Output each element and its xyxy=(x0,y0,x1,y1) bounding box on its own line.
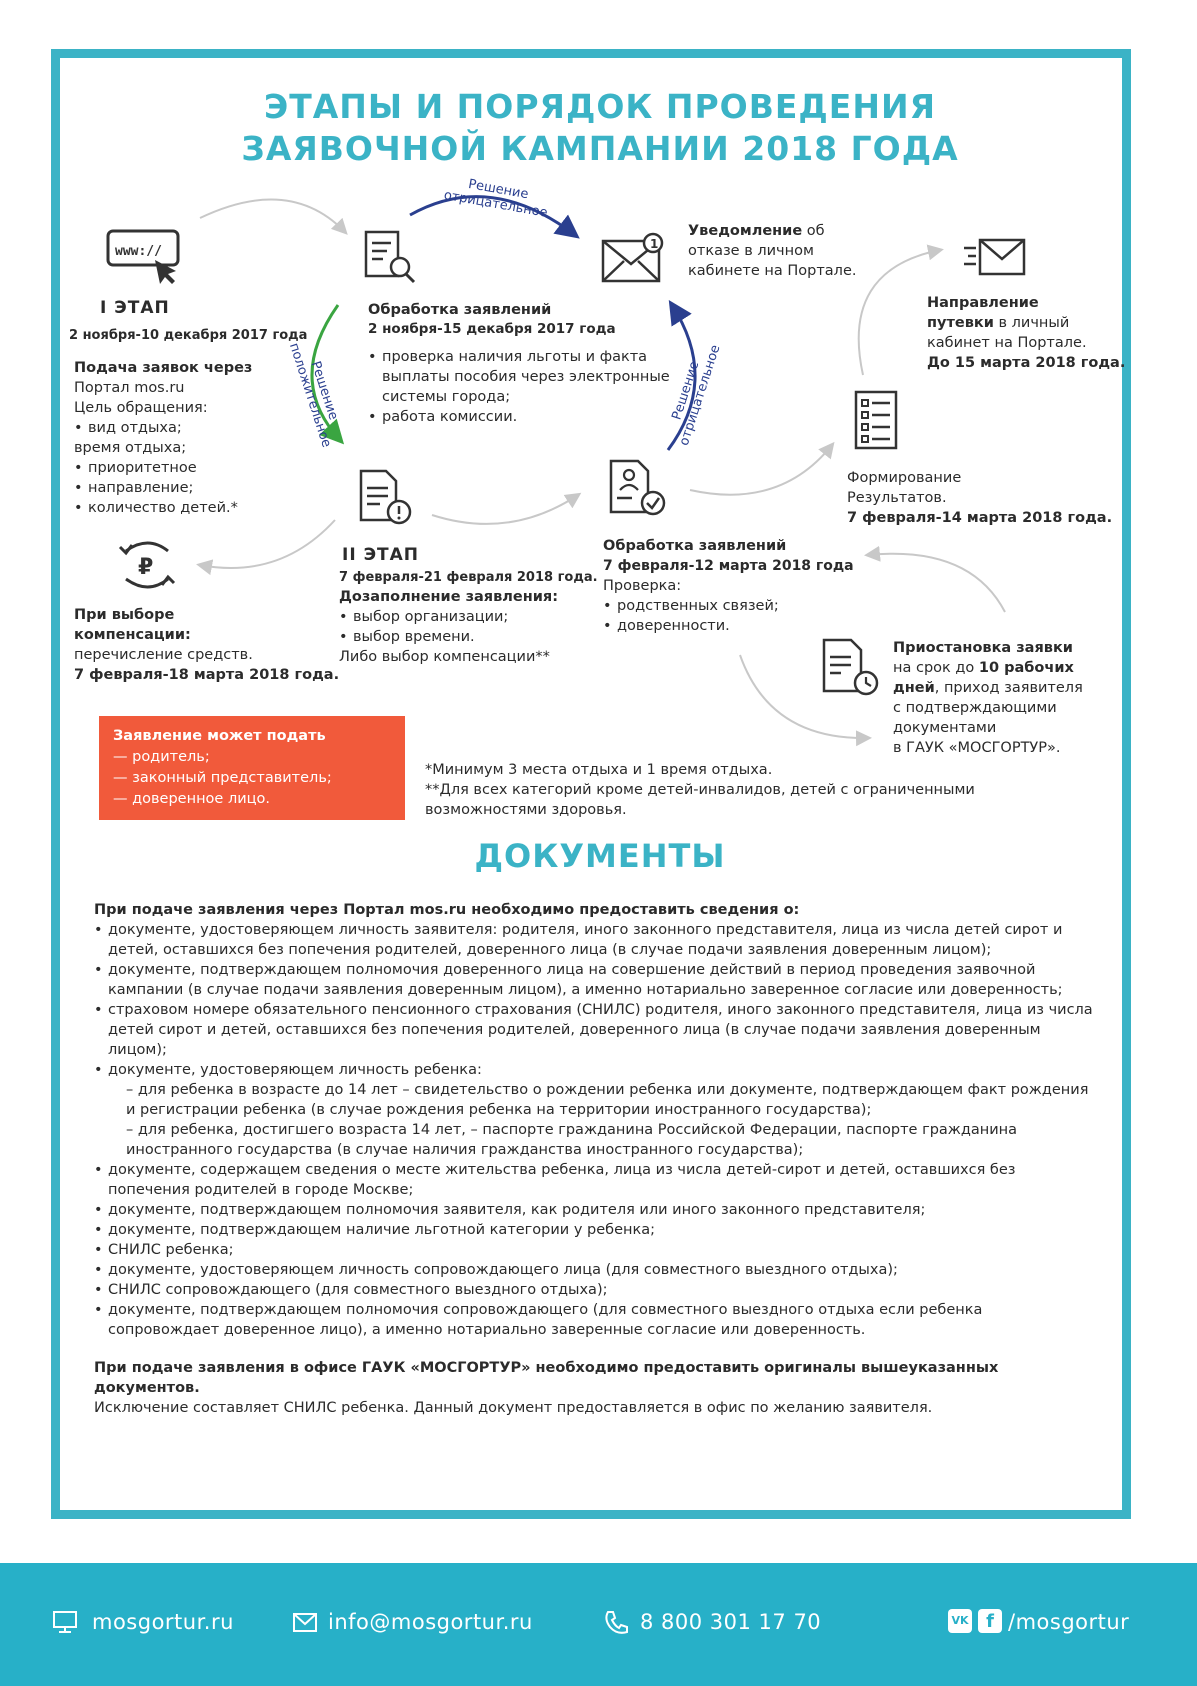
footnote: возможностями здоровья. xyxy=(425,802,627,818)
email-icon xyxy=(292,1609,318,1635)
applicant-item: — родитель; xyxy=(113,749,210,765)
facebook-icon[interactable]: f xyxy=(978,1609,1002,1633)
phone-icon xyxy=(602,1609,630,1637)
applicant-item: — доверенное лицо. xyxy=(113,791,271,807)
suspend-text: в ГАУК «МОСГОРТУР». xyxy=(893,740,1061,756)
mail-notification-icon xyxy=(600,231,666,287)
stage1-purpose: Цель обращения: xyxy=(74,400,208,416)
processing1-block xyxy=(368,300,678,427)
arrow-stage2-to-compensation xyxy=(200,520,335,568)
suspend-title: Приостановка заявки xyxy=(893,640,1073,656)
sub-item: – для ребенка, достигшего возраста 14 лет, – паспорте гражданина Российской Федерации, паспорте гражданина иностранного государства (в случае наличия гражданства иностранного государства); xyxy=(126,1122,1018,1158)
arrow-stage1-to-processing xyxy=(200,200,345,232)
list-item: • документе, подтверждающем наличие льготной категории у ребенка; xyxy=(94,1220,1094,1240)
sub-item: – для ребенка в возрасте до 14 лет – свидетельство о рождении ребенка или документе, подтверждающем факт рождения и регистрации ребенка (в случае рождения ребенка на территории иностранного государства); xyxy=(126,1082,1089,1118)
suspend-days-2: дней xyxy=(893,680,935,696)
voucher-title-2: путевки xyxy=(927,315,994,331)
documents-exception: Исключение составляет СНИЛС ребенка. Данный документ предоставляется в офис по желанию заявителя. xyxy=(94,1400,933,1416)
list-item: • проверка наличия льготы и факта выплаты пособия через электронные системы города; xyxy=(368,347,678,407)
vk-icon[interactable]: VK xyxy=(948,1609,972,1633)
suspend-text: документами xyxy=(893,720,997,736)
list-item: • документе, подтверждающем полномочия доверенного лица на совершение действий в период проведения заявочной кампании (в случае подачи заявления доверенным лицом), а именно нотариально заверенное согласие или доверенность; xyxy=(94,960,1094,1000)
results-text: Результатов. xyxy=(847,490,947,506)
stage2-dates: 7 февраля-21 февраля 2018 года. xyxy=(339,570,598,585)
arrow-suspend-to-processing2 xyxy=(868,554,1005,612)
browser-icon xyxy=(105,228,185,290)
document-search-icon xyxy=(363,229,419,285)
suspend-block xyxy=(893,638,1133,758)
documents-list xyxy=(94,900,1094,1418)
svg-text:1: 1 xyxy=(650,237,659,251)
document-clock-icon xyxy=(821,637,883,699)
compensation-block xyxy=(74,605,374,685)
stage1-block xyxy=(74,358,284,518)
footer-phone-link[interactable]: 8 800 301 17 70 xyxy=(640,1610,822,1634)
arrow-label-positive: Решение положительное xyxy=(285,341,341,450)
notice-block xyxy=(688,221,888,281)
svg-text:www://: www:// xyxy=(115,244,162,259)
footer-site-link[interactable]: mosgortur.ru xyxy=(92,1610,234,1634)
list-item: • документе, удостоверяющем личность ребенка: xyxy=(94,1060,1094,1080)
stage1-subtitle: Подача заявок через xyxy=(74,360,253,376)
processing2-block xyxy=(603,536,883,636)
applicant-item: — законный представитель; xyxy=(113,770,332,786)
footer xyxy=(0,1563,1197,1686)
list-item: • родственных связей; xyxy=(603,596,883,616)
list-item: • работа комиссии. xyxy=(368,407,678,427)
document-warning-icon xyxy=(358,468,414,528)
applicant-box xyxy=(99,716,405,820)
documents-office: При подаче заявления в офисе ГАУК «МОСГОРТУР» необходимо предоставить оригиналы вышеуказанных документов. xyxy=(94,1360,999,1396)
voucher-text: кабинет на Портале. xyxy=(927,335,1087,351)
compensation-title: При выборе xyxy=(74,607,175,623)
list-item: • вид отдыха; xyxy=(74,418,284,438)
compensation-dates: 7 февраля-18 марта 2018 года. xyxy=(74,667,340,683)
voucher-deadline: До 15 марта 2018 года. xyxy=(927,355,1126,371)
processing2-check: Проверка: xyxy=(603,578,682,594)
suspend-text: с подтверждающими xyxy=(893,700,1057,716)
list-item: • СНИЛС сопровождающего (для совместного выездного отдыха); xyxy=(94,1280,1094,1300)
user-document-check-icon xyxy=(608,458,670,520)
footnote: *Минимум 3 места отдыха и 1 время отдыха. xyxy=(425,762,773,778)
footer-social-link[interactable]: /mosgortur xyxy=(1008,1610,1130,1634)
stage1-heading: I ЭТАП xyxy=(100,298,170,318)
stage2-block xyxy=(339,568,609,667)
list-item: • документе, подтверждающем полномочия заявителя, как родителя или иного законного представителя; xyxy=(94,1200,1094,1220)
notice-text: об xyxy=(802,223,825,239)
stage2-heading: II ЭТАП xyxy=(342,545,420,565)
processing1-title: Обработка заявлений xyxy=(368,302,552,318)
ruble-exchange-icon xyxy=(110,537,186,593)
list-item-continuation: время отдыха; xyxy=(74,440,187,456)
suspend-text: , приход заявителя xyxy=(934,680,1083,696)
list-item: • доверенности. xyxy=(603,616,883,636)
applicant-box-title: Заявление может подать xyxy=(113,728,326,744)
suspend-text: на срок до xyxy=(893,660,979,676)
processing2-title: Обработка заявлений xyxy=(603,538,787,554)
list-item: • СНИЛС ребенка; xyxy=(94,1240,1094,1260)
footnotes xyxy=(425,760,1085,820)
list-item: • количество детей.* xyxy=(74,498,284,518)
processing1-dates: 2 ноября-15 декабря 2017 года xyxy=(368,321,616,337)
voucher-text: в личный xyxy=(993,315,1070,331)
list-item: • документе, удостоверяющем личность сопровождающего лица (для совместного выездного отдыха); xyxy=(94,1260,1094,1280)
voucher-block xyxy=(927,293,1137,373)
send-mail-icon xyxy=(962,236,1028,282)
notice-text: кабинете на Портале. xyxy=(688,263,857,279)
list-item: • документе, удостоверяющем личность заявителя: родителя, иного законного представителя, лица из числа детей сирот и детей, оставшихся без попечения родителей, доверенного лица (в случае подачи заявления доверенным лицом); xyxy=(94,920,1094,960)
checklist-icon xyxy=(853,389,901,453)
arrow-processing2-to-results xyxy=(690,445,832,495)
arrow-stage2-to-processing2 xyxy=(432,495,578,524)
page-title: ЭТАПЫ И ПОРЯДОК ПРОВЕДЕНИЯ ЗАЯВОЧНОЙ КАМПАНИИ 2018 ГОДА xyxy=(241,87,959,168)
list-item: • выбор организации; xyxy=(339,607,609,627)
compensation-text: перечисление средств. xyxy=(74,647,253,663)
arrow-label-negative-1: Решение отрицательное xyxy=(442,176,549,221)
stage2-extra: Либо выбор компенсации** xyxy=(339,649,550,665)
stage2-subtitle: Дозаполнение заявления: xyxy=(339,589,559,605)
list-item: • документе, подтверждающем полномочия сопровождающего (для совместного выездного отдыха если ребенка сопровождает доверенное лицо), а именно нотариально заверенные согласие или доверенность. xyxy=(94,1300,1094,1340)
arrow-label-negative-2: Решение отрицательное xyxy=(669,343,724,448)
list-item: • выбор времени. xyxy=(339,627,609,647)
documents-title: ДОКУМЕНТЫ xyxy=(474,837,726,875)
stage1-portal: Портал mos.ru xyxy=(74,380,185,396)
list-item: • страховом номере обязательного пенсионного страхования (СНИЛС) родителя, иного законного представителя, лица из числа детей сирот и детей, оставшихся без попечения родителей, доверенного лица (в случае подачи заявления доверенным лицом); xyxy=(94,1000,1094,1060)
list-item: • документе, содержащем сведения о месте жительства ребенка, лица из числа детей-сирот и детей, оставшихся без попечения родителей в городе Москве; xyxy=(94,1160,1094,1200)
list-item: • приоритетное xyxy=(74,458,284,478)
voucher-title: Направление xyxy=(927,295,1039,311)
footnote: **Для всех категорий кроме детей-инвалидов, детей с ограниченными xyxy=(425,782,975,798)
processing2-dates: 7 февраля-12 марта 2018 года xyxy=(603,558,854,574)
notice-title: Уведомление xyxy=(688,223,803,239)
list-item: • направление; xyxy=(74,478,284,498)
compensation-title-2: компенсации: xyxy=(74,627,191,643)
results-text: Формирование xyxy=(847,470,962,486)
documents-intro: При подаче заявления через Портал mos.ru необходимо предоставить сведения о: xyxy=(94,902,800,918)
computer-icon xyxy=(52,1609,78,1635)
results-block xyxy=(847,468,1137,528)
results-dates: 7 февраля-14 марта 2018 года. xyxy=(847,510,1113,526)
suspend-days: 10 рабочих xyxy=(978,660,1074,676)
notice-text: отказе в личном xyxy=(688,243,814,259)
footer-email-link[interactable]: info@mosgortur.ru xyxy=(328,1610,533,1634)
stage1-dates: 2 ноября-10 декабря 2017 года xyxy=(69,328,308,343)
svg-text:₽: ₽ xyxy=(138,555,154,580)
